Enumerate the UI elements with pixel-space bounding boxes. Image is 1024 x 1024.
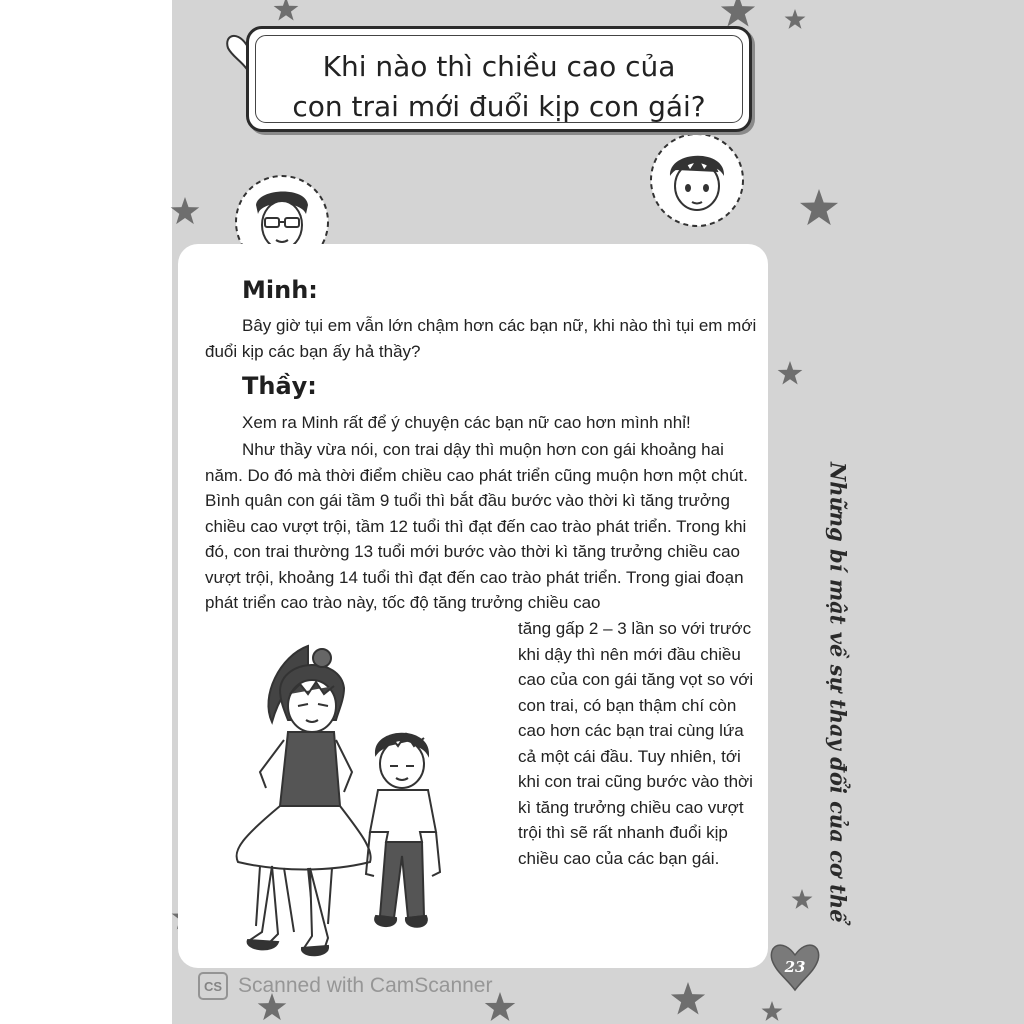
page-number: 23 [784, 958, 806, 976]
teacher-explanation: Như thầy vừa nói, con trai dậy thì muộn hơn con gái khoảng hai năm. Do đó mà thời điểm chiều cao phát triển cũng muộn hơn một chút. Bình quân con gái tầm 9 tuổi thì bắt đầu bước vào thời kì tăng trưởng chiều cao vượt trội, tầm 12 tuổi thì đạt đến cao trào phát triển. Trong khi đó, con trai thường 13 tuổi mới bước vào thời kì tăng trưởng chiều cao vượt trội, khoảng 14 tuổi thì đạt đến cao trào phát triển. Trong giai đoạn phát triển cao trào này, tốc độ tăng trưởng chiều cao [205, 440, 748, 612]
minh-portrait [651, 134, 743, 226]
page-title [249, 47, 749, 127]
girl-illustration [237, 646, 371, 955]
star-icon [171, 197, 200, 224]
camscanner-logo-icon: CS [198, 972, 228, 1000]
star-icon [721, 0, 755, 27]
minh-question: Bây giờ tụi em vẫn lớn chậm hơn các bạn nữ, khi nào thì tụi em mới đuổi kịp các bạn ấy hả thầy? [205, 316, 757, 361]
illustration [220, 636, 460, 960]
title-line-2: con trai mới đuổi kịp con gái? [292, 90, 706, 123]
speaker-thay: Thầy: [242, 372, 317, 400]
speaker-minh: Minh: [242, 276, 318, 304]
star-icon [800, 189, 838, 225]
star-icon [792, 889, 813, 909]
teacher-intro: Xem ra Minh rất để ý chuyện các bạn nữ cao hơn mình nhỉ! [242, 413, 691, 432]
watermark-text: Scanned with CamScanner [238, 974, 493, 997]
boy-illustration [366, 734, 440, 927]
camscanner-watermark [198, 971, 492, 1001]
chapter-side-title: Những bí mật về sự thay đổi của cơ thể [825, 462, 851, 923]
star-icon [671, 982, 705, 1015]
teacher-explanation-continued: tăng gấp 2 – 3 lần so với trước khi dậy thì nên mới đầu chiều cao của con gái tăng vọt so với con trai, có bạn thậm chí còn cao hơn các bạn trai cùng lứa cả một cái đầu. Tuy nhiên, tới khi con trai cũng bước vào thời kì tăng trưởng chiều cao vượt trội thì sẽ rất nhanh đuổi kịp chiều cao của các bạn gái. [518, 619, 754, 868]
title-line-1: Khi nào thì chiều cao của [322, 50, 676, 83]
star-icon [778, 361, 803, 385]
star-icon [785, 9, 806, 29]
title-box [246, 26, 752, 132]
star-icon [762, 1001, 783, 1021]
star-icon [274, 0, 299, 21]
